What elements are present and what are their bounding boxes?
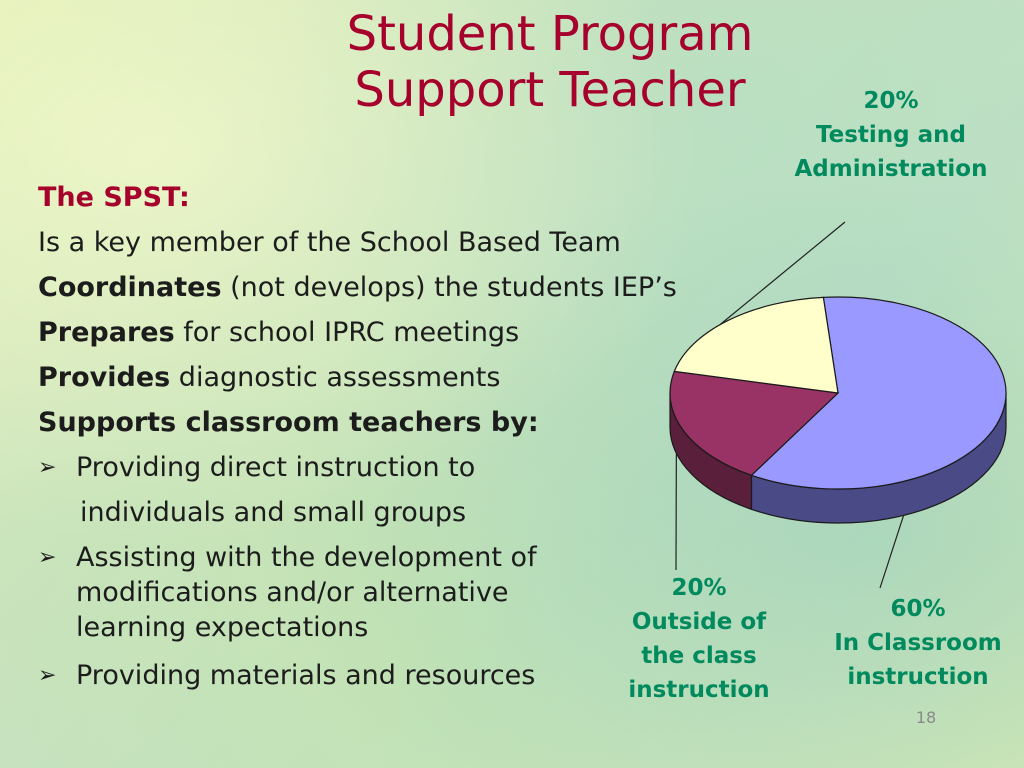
label-outside-line1: Outside of	[631, 609, 767, 635]
sub-bullet-2-line-a: Assisting with the development of	[76, 542, 537, 573]
bullet-line-5: Supports classroom teachers by:	[38, 407, 539, 438]
sub-bullet-1-continuation: individuals and small groups	[80, 497, 467, 528]
sub-bullet-2-line-c: learning expectations	[76, 612, 369, 643]
label-classroom-pct: 60%	[890, 596, 946, 622]
label-classroom-line1: In Classroom	[834, 630, 1002, 656]
bullet-line-3-rest: for school IPRC meetings	[174, 317, 520, 348]
sub-bullet-3-text: Providing materials and resources	[76, 660, 536, 691]
leader-line-classroom	[880, 515, 904, 588]
page-number: 18	[915, 708, 937, 727]
sub-bullet-1-text: Providing direct instruction to	[76, 452, 476, 483]
label-outside-line2: the class	[641, 643, 757, 669]
label-classroom	[818, 592, 1018, 694]
label-outside	[618, 571, 780, 707]
arrow-bullet-icon: ➢	[38, 663, 57, 688]
label-testing-line2: Administration	[794, 156, 988, 182]
bold-provides: Provides	[38, 362, 171, 393]
arrow-bullet-icon: ➢	[38, 545, 57, 570]
label-testing	[780, 84, 1002, 186]
label-testing-line1: Testing and	[815, 122, 966, 148]
bold-coordinates: Coordinates	[38, 272, 222, 303]
title-line-1: Student Program	[346, 6, 754, 62]
label-outside-pct: 20%	[671, 575, 727, 601]
title-line-2: Support Teacher	[354, 62, 746, 118]
spst-heading: The SPST:	[38, 182, 190, 213]
label-testing-pct: 20%	[863, 88, 919, 114]
bullet-line-2-rest: (not develops) the students IEP’s	[221, 272, 677, 303]
label-classroom-line2: instruction	[847, 664, 989, 690]
bullet-line-1: Is a key member of the School Based Team	[38, 227, 621, 258]
sub-bullet-2-line-b: modifications and/or alternative	[76, 577, 509, 608]
bold-prepares: Prepares	[38, 317, 175, 348]
label-outside-line3: instruction	[628, 677, 770, 703]
arrow-bullet-icon: ➢	[38, 455, 57, 480]
bullet-line-4-rest: diagnostic assessments	[170, 362, 501, 393]
